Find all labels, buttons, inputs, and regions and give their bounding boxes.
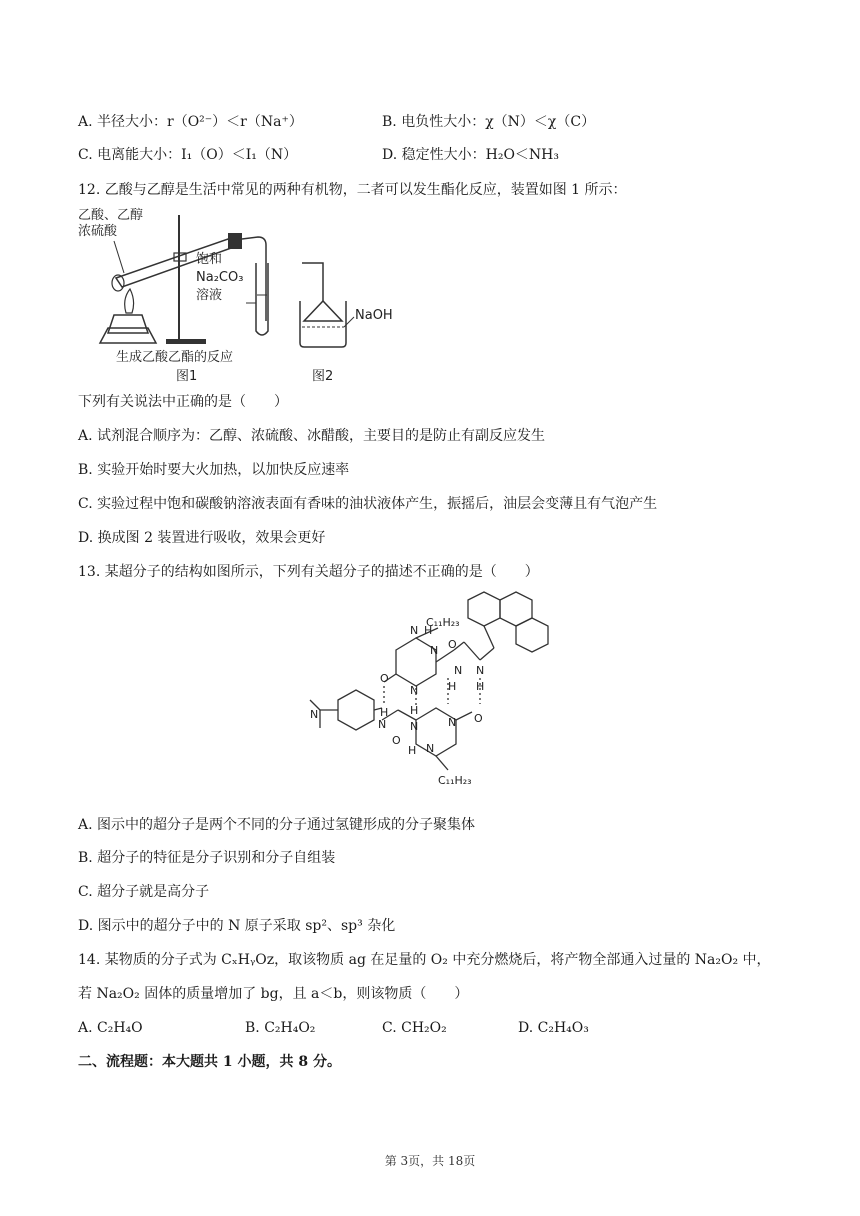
q13-option-d: D. 图示中的超分子中的 N 原子采取 sp²、sp³ 杂化 [78,918,396,934]
q13-option-b: B. 超分子的特征是分子识别和分子自组装 [78,850,336,866]
svg-text:O: O [448,638,457,651]
q14-option-a: A. C₂H₄O [78,1020,143,1036]
q11-option-b: B. 电负性大小：χ（N）＜χ（C） [382,114,596,130]
q14-option-d: D. C₂H₄O₃ [518,1020,589,1036]
svg-text:H: H [476,680,485,693]
fig1-saturated-label: 饱和 [196,252,223,267]
svg-text:O: O [380,672,389,685]
svg-text:H: H [380,706,389,719]
svg-text:N: N [426,742,435,755]
svg-text:N: N [454,664,463,677]
supramolecule-structure [298,590,558,790]
svg-text:H: H [448,680,457,693]
q11-option-d: D. 稳定性大小：H₂O＜NH₃ [382,147,559,163]
svg-text:H: H [410,704,419,717]
q14-option-b: B. C₂H₄O₂ [245,1020,316,1036]
fig1-caption: 图1 [176,369,198,383]
q12-option-d: D. 换成图 2 装置进行吸收，效果会更好 [78,530,326,546]
section-heading: 二、流程题：本大题共 1 小题，共 8 分。 [78,1054,341,1070]
svg-text:N: N [378,718,387,731]
q14-stem-line2: 若 Na₂O₂ 固体的质量增加了 bg，且 a＜b，则该物质（ ） [78,986,469,1002]
svg-text:N: N [410,684,419,697]
q12-option-b: B. 实验开始时要大火加热，以加快反应速率 [78,462,350,478]
svg-text:H: H [424,624,433,637]
c11h23-top-label: C₁₁H₂₃ [426,616,460,629]
c11h23-bottom-label: C₁₁H₂₃ [438,774,472,787]
svg-text:N: N [430,644,439,657]
q13-stem: 13. 某超分子的结构如图所示，下列有关超分子的描述不正确的是（ ） [78,564,539,580]
q11-option-c: C. 电离能大小：I₁（O）＜I₁（N） [78,147,298,163]
supramolecule-diagram [298,590,558,790]
fig1-reagents-label: 乙酸、乙醇 [78,208,144,223]
svg-text:N: N [410,720,419,733]
svg-text:N: N [448,716,457,729]
svg-text:N: N [310,708,319,721]
q12-question: 下列有关说法中正确的是（ ） [78,394,288,410]
svg-text:N: N [410,624,419,637]
q13-option-c: C. 超分子就是高分子 [78,884,210,900]
q14-stem-line1: 14. 某物质的分子式为 CₓHᵧOz，取该物质 ag 在足量的 O₂ 中充分燃烧后，将产物全部通入过量的 Na₂O₂ 中， [78,952,771,968]
q12-option-a: A. 试剂混合顺序为：乙醇、浓硫酸、冰醋酸，主要目的是防止有副反应发生 [78,428,546,444]
fig1-solution-label: 溶液 [196,288,223,303]
svg-text:H: H [408,744,417,757]
esterification-apparatus-diagram [78,203,418,383]
page-footer: 第 3页，共 18页 [384,1154,476,1168]
svg-text:O: O [474,712,483,725]
fig2-caption: 图2 [312,369,334,383]
fig2-naoh-label: NaOH [355,308,393,323]
fig1-caption-top: 生成乙酸乙酯的反应 [116,350,234,365]
svg-text:N: N [476,664,485,677]
q11-option-a: A. 半径大小：r（O²⁻）＜r（Na⁺） [78,114,303,130]
q12-stem: 12. 乙酸与乙醇是生活中常见的两种有机物，二者可以发生酯化反应，装置如图 1 所示： [78,182,627,198]
svg-text:O: O [392,734,401,747]
fig1-na2co3-label: Na₂CO₃ [196,270,244,285]
q12-figure [78,203,418,383]
q13-option-a: A. 图示中的超分子是两个不同的分子通过氢键形成的分子聚集体 [78,817,476,833]
fig1-acid-label: 浓硫酸 [78,224,118,239]
q14-option-c: C. CH₂O₂ [382,1020,447,1036]
q12-option-c: C. 实验过程中饱和碳酸钠溶液表面有香味的油状液体产生，振摇后，油层会变薄且有气泡产生 [78,496,658,512]
